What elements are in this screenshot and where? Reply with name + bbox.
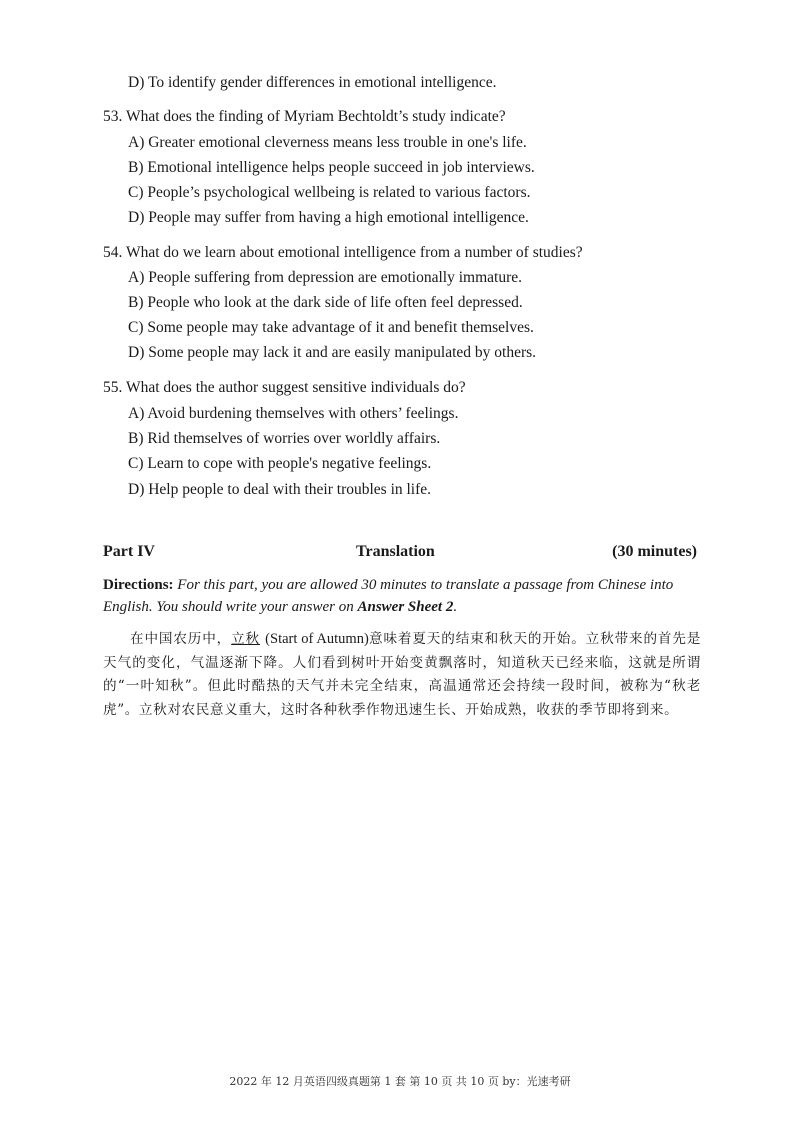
part-number: Part IV xyxy=(103,543,155,560)
directions-text: For this part, you are allowed 30 minutes to translate a passage from Chinese into English. You should write your answer on xyxy=(103,577,674,615)
passage-term-english: (Start of Autumn) xyxy=(265,631,369,647)
question-54-stem: 54. What do we learn about emotional intelligence from a number of studies? xyxy=(103,244,583,261)
directions-end: . xyxy=(453,599,458,615)
part-header xyxy=(103,543,697,565)
question-53-stem: 53. What does the finding of Myriam Bechtoldt’s study indicate? xyxy=(103,108,506,125)
directions-label: Directions: xyxy=(103,577,174,593)
question-53-option-a: A) Greater emotional cleverness means less trouble in one's life. xyxy=(128,134,527,151)
page-footer: 2022 年 12 月英语四级真题第 1 套 第 10 页 共 10 页 by：光速考研 xyxy=(229,1075,571,1088)
answer-sheet-ref: Answer Sheet 2 xyxy=(357,599,454,615)
question-54-option-b: B) People who look at the dark side of life often feel depressed. xyxy=(128,294,523,311)
question-52-option-d: D) To identify gender differences in emotional intelligence. xyxy=(128,74,497,91)
translation-passage xyxy=(103,628,701,722)
question-53-option-d: D) People may suffer from having a high emotional intelligence. xyxy=(128,209,529,226)
directions xyxy=(103,574,703,618)
question-55-option-b: B) Rid themselves of worries over worldly affairs. xyxy=(128,430,441,447)
passage-term: 立秋 xyxy=(231,631,260,647)
question-55-option-a: A) Avoid burdening themselves with others’ feelings. xyxy=(128,405,459,422)
passage-lead: 在中国农历中， xyxy=(130,631,232,647)
question-55-option-c: C) Learn to cope with people's negative feelings. xyxy=(128,455,432,472)
part-title: Translation xyxy=(356,543,435,560)
question-53-option-b: B) Emotional intelligence helps people succeed in job interviews. xyxy=(128,159,535,176)
question-53-option-c: C) People’s psychological wellbeing is related to various factors. xyxy=(128,184,531,201)
part-time: (30 minutes) xyxy=(612,543,697,560)
question-55-stem: 55. What does the author suggest sensitive individuals do? xyxy=(103,379,466,396)
question-54-option-a: A) People suffering from depression are emotionally immature. xyxy=(128,269,522,286)
question-54-option-c: C) Some people may take advantage of it and benefit themselves. xyxy=(128,319,534,336)
question-54-option-d: D) Some people may lack it and are easily manipulated by others. xyxy=(128,344,537,361)
question-55-option-d: D) Help people to deal with their troubles in life. xyxy=(128,481,432,498)
passage-body: 意味着夏天的结束和秋天的开始。立秋带来的首先是天气的变化，气温逐渐下降。人们看到树叶开始变黄飘落时，知道秋天已经来临，这就是所谓的“一叶知秋”。但此时酷热的天气并未完全结束，高温通常还会持续一段时间，被称为“秋老虎”。立秋对农民意义重大，这时各种秋季作物迅速生长、开始成熟，收获的季节即将到来。 xyxy=(103,631,701,718)
